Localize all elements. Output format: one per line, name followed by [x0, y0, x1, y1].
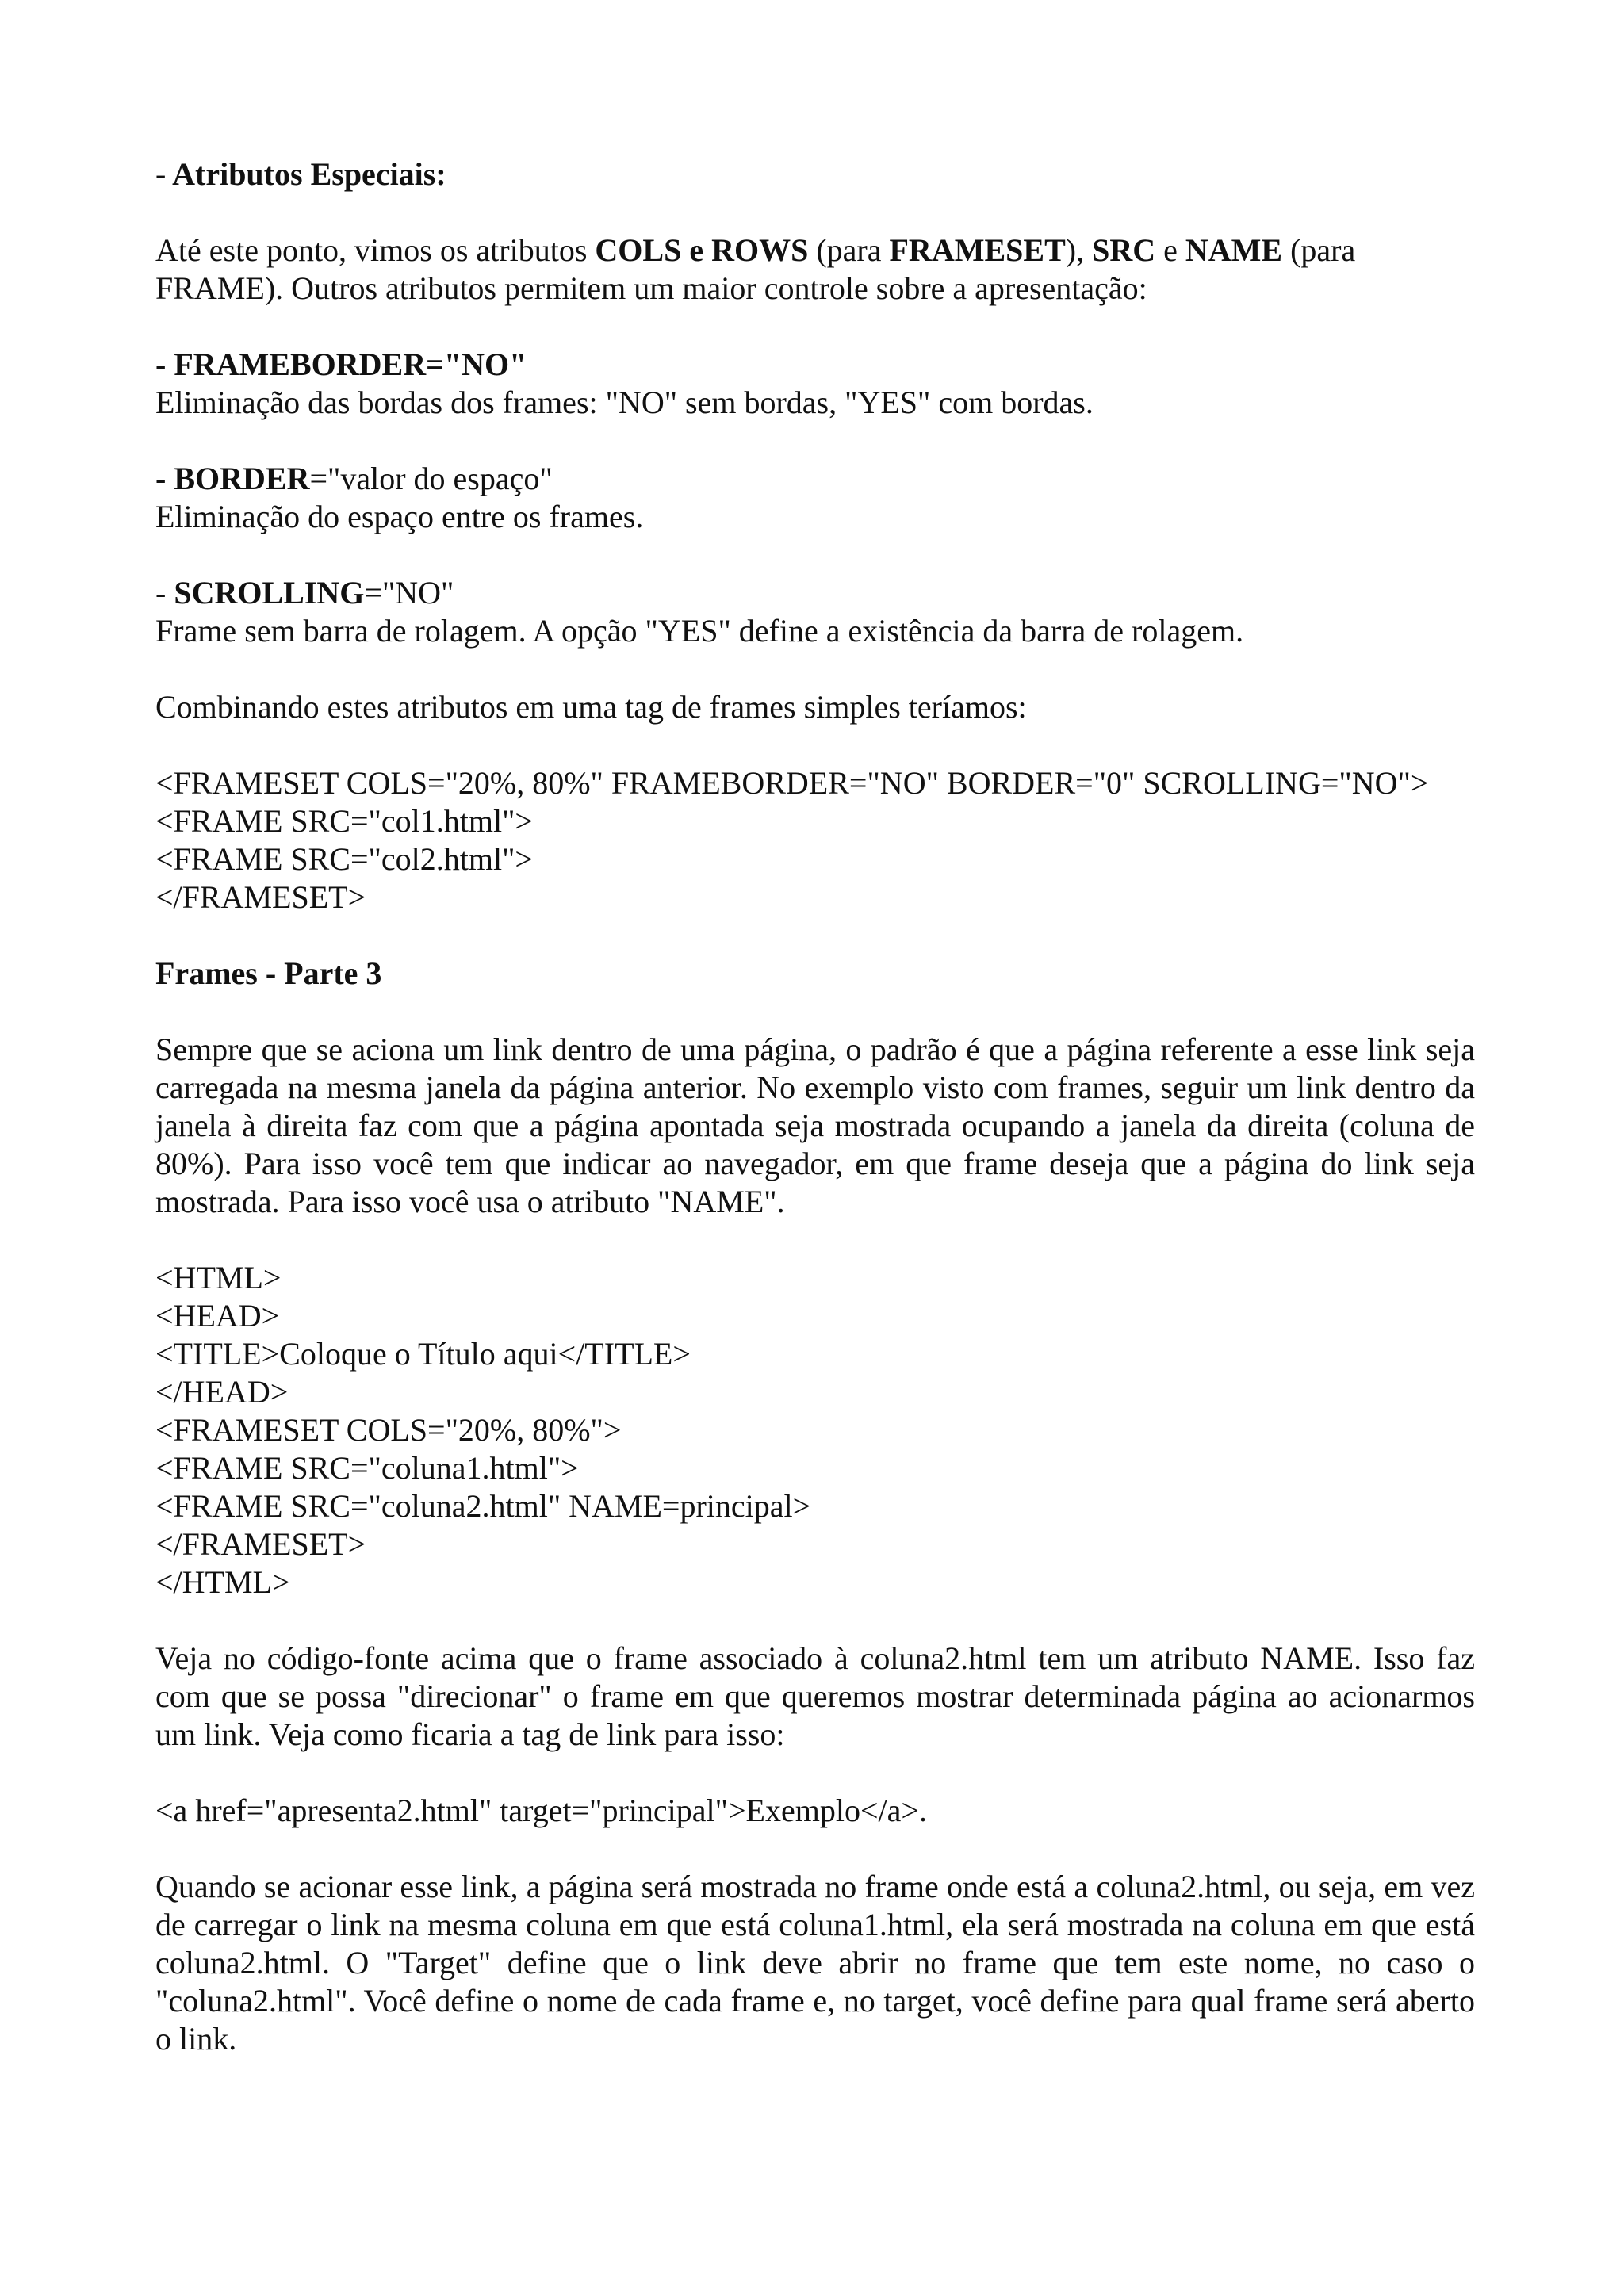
attribute-frameborder-title [155, 346, 1475, 384]
intro-paragraph [155, 232, 1475, 308]
code-line: <FRAME SRC="col1.html"> [155, 803, 533, 839]
attribute-border [155, 460, 1475, 536]
code-line: </FRAMESET> [155, 879, 366, 915]
intro-bold-frameset: FRAMESET [889, 232, 1066, 268]
document-page [155, 155, 1475, 2058]
link-tag-example: <a href="apresenta2.html" target="principal">Exemplo</a>. [155, 1793, 927, 1828]
attribute-scrolling [155, 574, 1475, 650]
code-line: <HEAD> [155, 1298, 280, 1334]
attribute-scrolling-desc: Frame sem barra de rolagem. A opção "YES" define a existência da barra de rolagem. [155, 613, 1244, 649]
code-line: <FRAME SRC="coluna2.html" NAME=principal> [155, 1488, 811, 1524]
attribute-scrolling-value: ="NO" [364, 575, 454, 610]
code-line: </FRAMESET> [155, 1526, 366, 1562]
intro-text-3: ), [1065, 232, 1093, 268]
code-line: <FRAME SRC="coluna1.html"> [155, 1450, 579, 1486]
code-line: </HEAD> [155, 1374, 289, 1410]
paragraph-name-attribute: Veja no código-fonte acima que o frame associado à coluna2.html tem um atributo NAME. Isso faz com que se possa "direcionar" o frame em que queremos mostrar determinada página ao acionarmos um link. Veja como ficaria a tag de link para isso: [155, 1640, 1475, 1752]
attribute-frameborder-name: FRAMEBORDER="NO" [174, 346, 527, 382]
list-dash: - [155, 575, 174, 610]
code-line: </HTML> [155, 1564, 290, 1600]
intro-text-2: (para [808, 232, 890, 268]
list-dash: - [155, 346, 174, 382]
paragraph-link-default: Sempre que se aciona um link dentro de uma página, o padrão é que a página referente a esse link seja carregada na mesma janela da página anterior. No exemplo visto com frames, seguir um link dentro da janela à direita faz com que a página apontada seja mostrada ocupando a janela da direita (coluna de 80%). Para isso você tem que indicar ao navegador, em que frame deseja que a página do link seja mostrada. Para isso você usa o atributo "NAME". [155, 1031, 1475, 1219]
code-block-html-frames [155, 1259, 1475, 1601]
code-line: <HTML> [155, 1260, 282, 1295]
attribute-frameborder-desc: Eliminação das bordas dos frames: "NO" sem bordas, "YES" com bordas. [155, 385, 1094, 420]
code-line: <TITLE>Coloque o Título aqui</TITLE> [155, 1336, 691, 1372]
attribute-border-name: BORDER [174, 461, 310, 496]
list-dash: - [155, 461, 174, 496]
section-heading-atributos: - Atributos Especiais: [155, 156, 446, 192]
code-line: <FRAMESET COLS="20%, 80%"> [155, 1412, 622, 1448]
combining-paragraph: Combinando estes atributos em uma tag de frames simples teríamos: [155, 689, 1027, 725]
attribute-scrolling-title [155, 574, 1475, 612]
attribute-border-desc: Eliminação do espaço entre os frames. [155, 499, 644, 534]
intro-bold-src: SRC [1092, 232, 1156, 268]
code-block-frameset-example [155, 764, 1475, 916]
attribute-border-title [155, 460, 1475, 498]
intro-text-1: Até este ponto, vimos os atributos [155, 232, 596, 268]
code-line: <FRAMESET COLS="20%, 80%" FRAMEBORDER="NO" BORDER="0" SCROLLING="NO"> [155, 765, 1429, 801]
code-line: <FRAME SRC="col2.html"> [155, 841, 533, 877]
intro-bold-cols-rows: COLS e ROWS [595, 232, 809, 268]
intro-text-4: e [1155, 232, 1185, 268]
section-heading-frames-parte-3: Frames - Parte 3 [155, 955, 382, 991]
attribute-border-value: ="valor do espaço" [309, 461, 553, 496]
attribute-frameborder [155, 346, 1475, 422]
paragraph-target-explanation: Quando se acionar esse link, a página será mostrada no frame onde está a coluna2.html, ou seja, em vez de carregar o link na mesma coluna em que está coluna1.html, ela será mostrada na coluna em que está coluna2.html. O "Target" define que o link deve abrir no frame que tem este nome, no caso o "coluna2.html". Você define o nome de cada frame e, no target, você define para qual frame será aberto o link. [155, 1869, 1475, 2057]
intro-bold-name: NAME [1185, 232, 1283, 268]
intro-text-5: (para FRAME). Outros atributos permitem um maior controle sobre a apresentação: [155, 232, 1356, 306]
attribute-scrolling-name: SCROLLING [174, 575, 365, 610]
